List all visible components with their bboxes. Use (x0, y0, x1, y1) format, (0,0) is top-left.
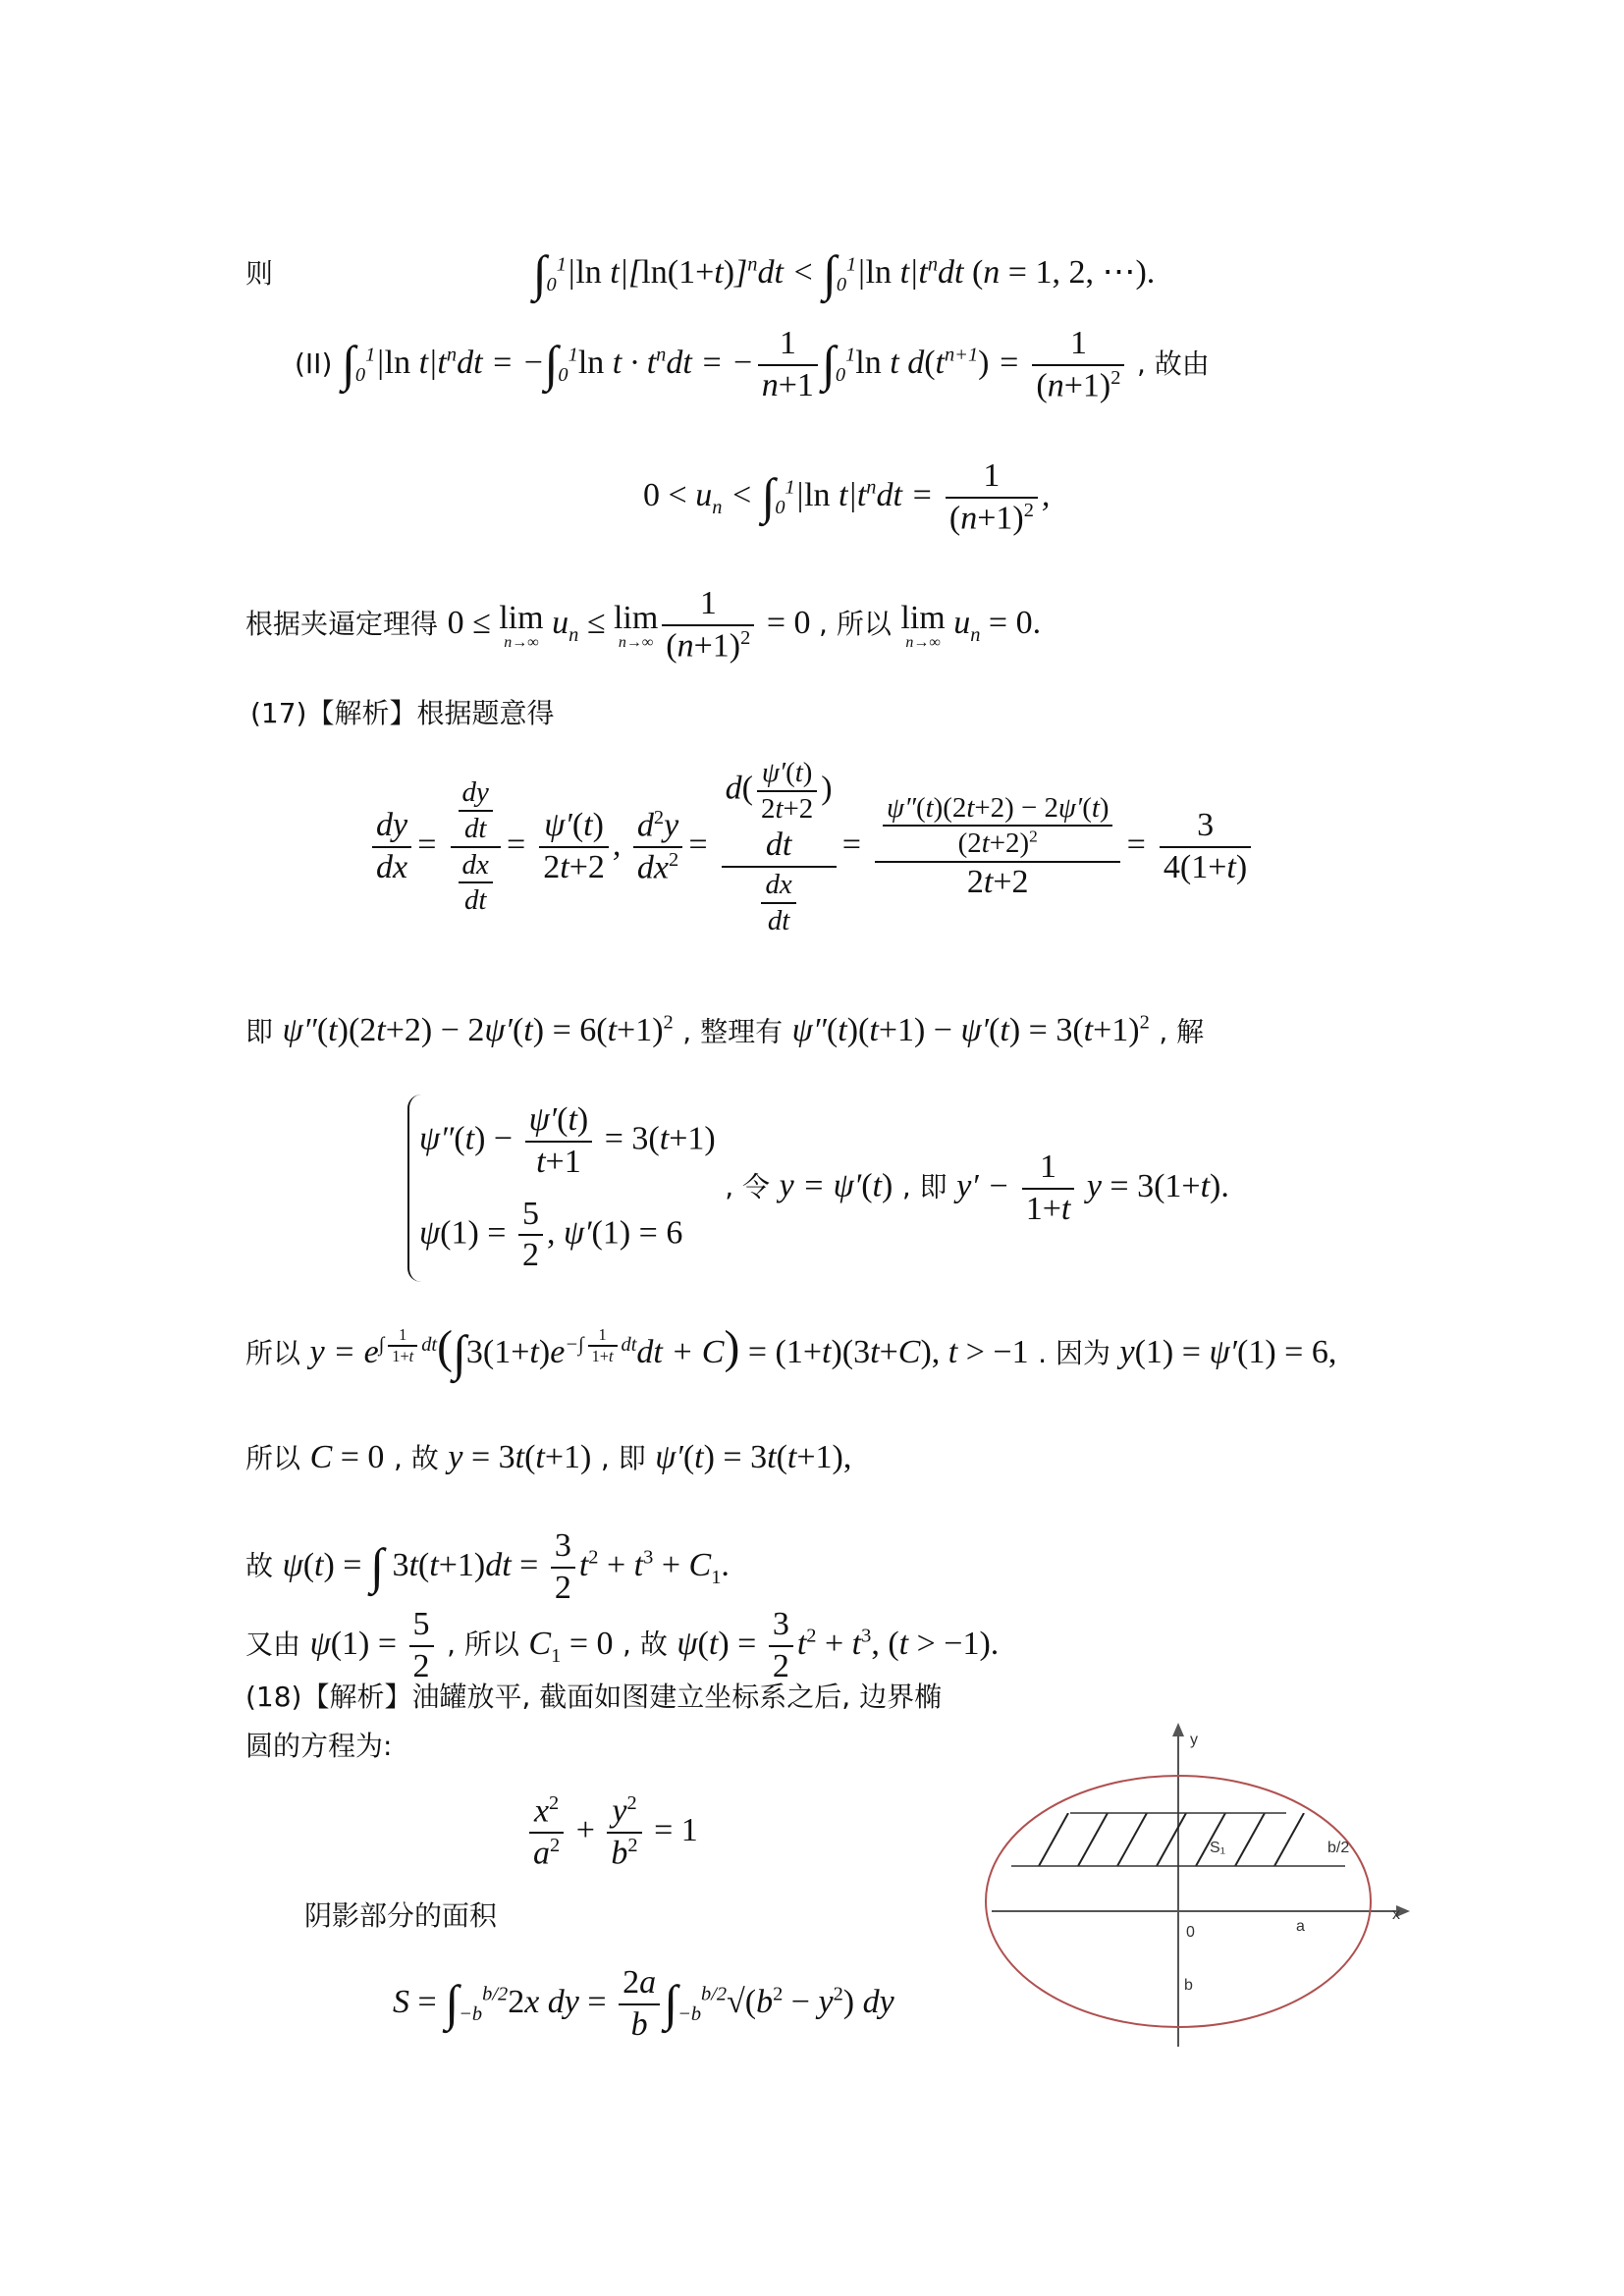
line-9 (245, 1320, 1336, 1385)
formula: $\psi''(t)(2t+2) - 2\psi'(t) = 6(t+1)^2$ (282, 1012, 674, 1049)
formula-2: $C_1 = 0$ (528, 1625, 614, 1667)
formula-2: lim n→∞ $u_n = 0$. (900, 599, 1042, 651)
line-8-text-a: , 令 (725, 1170, 771, 1203)
line-11 (245, 1526, 730, 1609)
formula: ψ(1) = $\frac{5}{2}$ (310, 1626, 438, 1662)
line-8 (407, 1095, 1229, 1282)
line-12 (245, 1605, 999, 1687)
formula: ψ(t) = ∫ 3t(t+1)dt = $\frac{3}{2}$ $t^2 + t^3 + C_1$. (282, 1527, 730, 1606)
line-8-text-b: , 即 (901, 1170, 947, 1203)
equation-system: ψ″(t) − $\frac{\psi'(t)}{t+1}$ = 3(t+1) ψ(1) = $\frac{5}{2}$ , ψ′(1) = 6 (407, 1095, 716, 1282)
line-10-text-c: , 即 (600, 1442, 646, 1474)
line-1-label: 则 (245, 257, 274, 291)
formula: $0 < u_n < \int_0^1|\ln$ $t|t^ndt$ = $\frac{1}{(n+1)^2}$ , (643, 457, 1051, 537)
question-18-header: (18)【解析】油罐放平, 截面如图建立坐标系之后, 边界椭 (245, 1681, 943, 1713)
line-12-text-a: 又由 (245, 1628, 301, 1661)
line-12-text-b: , 所以 (447, 1628, 519, 1661)
line-1 (245, 245, 1155, 305)
formula: $\int_0^1|\ln$ $t|t^ndt = -\int_0^1\ln$ $t \cdot t^ndt$ = − $\frac{1}{n+1}$ $\int_0^1\ln$ t $d(t^{n+1})$ = $\frac{1}{(n+1)^2}$ (342, 345, 1137, 381)
formula-2: y′ − $\frac{1}{1+t}$ y = 3(1+t). (956, 1148, 1229, 1227)
line-4-text-a: 根据夹逼定理得 (245, 607, 439, 640)
region-label: S₁ (1210, 1840, 1226, 1856)
formula: $\frac{dy}{dx}$ = $\frac{\frac{dy}{dt}}{\frac{dx}{dt}}$ = $\frac{\psi'(t)}{2t+2}$ , $\frac{d^2y}{dx^2}$ = d( $\frac{\psi'(t)}{2t+2}$ ) dt $\frac{dx}{dt}$ = $\frac{\frac{\psi''(t)(2t+2) - 2\psi'(t)}{(2t+2)^2}}{2t+2}$ = $\frac{3}{4(1+t)}$ (368, 827, 1255, 863)
shaded-region (1039, 1813, 1304, 1866)
line-10 (245, 1438, 851, 1478)
line-7-text-b: , 整理有 (682, 1015, 784, 1048)
y-axis-arrow (1172, 1723, 1184, 1736)
line-2 (295, 324, 1210, 406)
half-b-label: b/2 (1327, 1840, 1350, 1856)
formula-2: y = 3t(t+1) (448, 1439, 592, 1475)
line-3 (643, 456, 1050, 539)
line-11-text-a: 故 (245, 1549, 274, 1582)
b-label: b (1184, 1977, 1193, 1994)
question-18-header-line-2: 圆的方程为: (245, 1730, 393, 1762)
formula: y = ψ′(t) (779, 1167, 893, 1204)
line-7 (245, 1011, 1204, 1051)
formula: $y = e^{\int \frac{1}{1+t} dt}(\int 3(1+t)e^{-\int \frac{1}{1+t} dt}dt + C) = (1+t)(3t+C)$, t > −1 (309, 1322, 1029, 1382)
line-16: 阴影部分的面积 (304, 1899, 498, 1932)
formula: 0 ≤ lim n→∞ $u_n \le \lim$ n→∞ $\frac{1}{(n+1)^2}$ = 0 (447, 585, 811, 665)
line-15 (525, 1791, 698, 1874)
y-axis-label: y (1190, 1732, 1198, 1748)
origin-label: 0 (1186, 1924, 1195, 1941)
x-axis-label: x (1392, 1906, 1400, 1923)
line-12-text-c: , 故 (623, 1628, 668, 1661)
formula-2: $\psi''(t)(t+1) - \psi'(t) = 3(t+1)^2$ (791, 1012, 1150, 1049)
ellipse-equation: $\frac{x^2}{a^2}$ + $\frac{y^2}{b^2}$ = 1 (525, 1812, 698, 1848)
line-17 (393, 1963, 894, 2046)
area-integral: $S = \int_{-b}^{b/2}2x$ dy = $\frac{2a}{b}$ $\int_{-b}^{b/2}√(b^2 - y^2)$ dy (393, 1964, 894, 2043)
line-4 (245, 584, 1041, 667)
line-10-text-a: 所以 (245, 1442, 301, 1474)
line-4-text-b: , 所以 (819, 607, 892, 640)
formula: C = 0 (309, 1439, 385, 1475)
line-9-text-b: . 因为 (1038, 1337, 1110, 1369)
ellipse-figure (982, 1723, 1414, 2047)
formula: $\int_0^1|\ln$ $t|[\ln(1+t)]^ndt < \int_0^1|\ln$ $t|t^ndt$ (n = 1, 2, ⋯). (532, 247, 1156, 302)
line-2-suffix: , 故由 (1136, 347, 1210, 380)
ellipse-diagram (982, 1723, 1414, 2047)
line-10-text-b: , 故 (393, 1442, 439, 1474)
formula-2: y(1) = ψ′(1) = 6, (1119, 1334, 1337, 1370)
line-6 (368, 756, 1255, 938)
line-9-text-a: 所以 (245, 1337, 301, 1369)
line-7-text-a: 即 (245, 1015, 274, 1048)
line-7-text-c: , 解 (1159, 1015, 1205, 1048)
a-label: a (1296, 1918, 1305, 1935)
part-label: (II) (295, 347, 333, 380)
question-17-header: (17)【解析】根据题意得 (250, 697, 555, 729)
formula-3: ψ(t) = $\frac{3}{2}$ $t^2 + t^3$, (t > −1). (677, 1606, 1000, 1684)
formula-3: ψ′(t) = 3t(t+1), (655, 1439, 852, 1475)
